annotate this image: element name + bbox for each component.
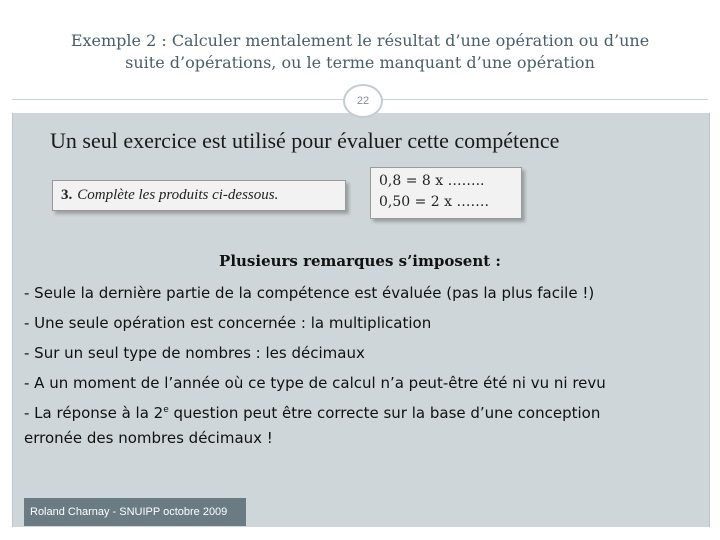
slide-title-line-1: Exemple 2 : Calculer mentalement le résultat d’une opération ou d’une bbox=[70, 31, 650, 50]
section-heading: Un seul exercice est utilisé pour évaluer cette compétence bbox=[50, 128, 560, 153]
remark-superscript: e bbox=[163, 405, 169, 415]
slide-title-line-2: suite d’opérations, ou le terme manquant d’une opération bbox=[125, 53, 595, 72]
exercise-box bbox=[52, 180, 346, 211]
exercise-instruction: Complète les produits ci-dessous. bbox=[77, 187, 279, 203]
remark-text: erronée des nombres décimaux ! bbox=[24, 429, 273, 447]
slide-title bbox=[14, 30, 706, 74]
remark-item-last bbox=[24, 401, 704, 451]
operation-line: 0,50 = 2 x ……. bbox=[379, 194, 489, 210]
page-number-badge: 22 bbox=[343, 84, 383, 118]
remark-item: - A un moment de l’année où ce type de calcul n’a peut-être été ni vu ni revu bbox=[24, 374, 606, 392]
operations-box bbox=[370, 167, 522, 219]
remark-text: question peut être correcte sur la base d’une conception bbox=[168, 404, 601, 422]
exercise-number: 3. bbox=[61, 187, 73, 203]
operation-line: 0,8 = 8 x …….. bbox=[379, 173, 485, 189]
remark-item: - Sur un seul type de nombres : les décimaux bbox=[24, 344, 365, 362]
remark-item: - Seule la dernière partie de la compétence est évaluée (pas la plus facile !) bbox=[24, 284, 595, 302]
remarks-title: Plusieurs remarques s’imposent : bbox=[219, 252, 501, 270]
footer-credit: Roland Charnay - SNUIPP octobre 2009 bbox=[24, 498, 246, 526]
remark-text: - La réponse à la 2 bbox=[24, 404, 164, 422]
remark-item: - Une seule opération est concernée : la multiplication bbox=[24, 314, 432, 332]
remarks-list bbox=[24, 278, 704, 451]
